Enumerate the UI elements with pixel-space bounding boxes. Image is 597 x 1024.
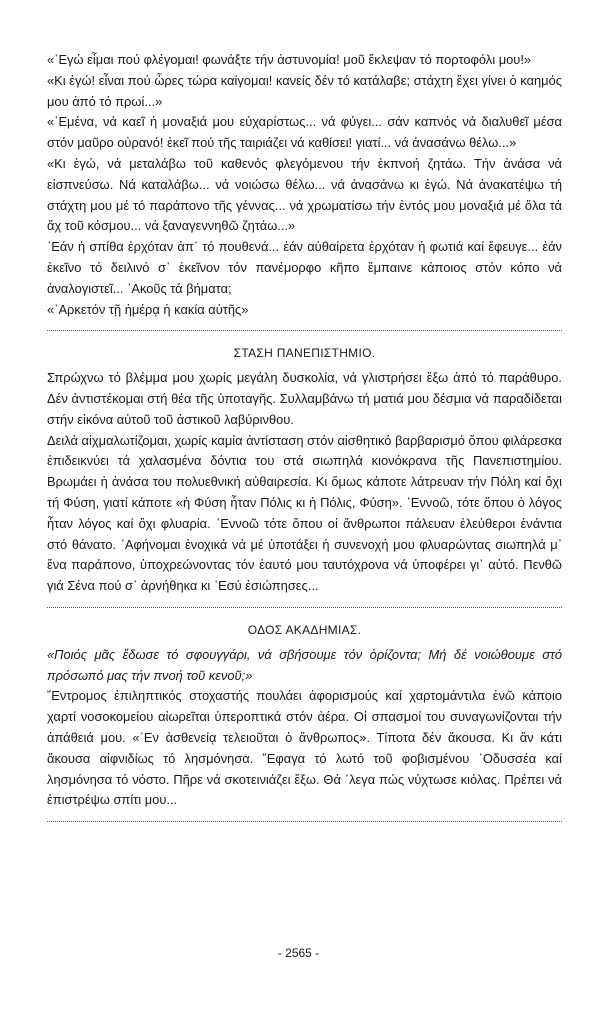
- page-number: - 2565 -: [277, 946, 320, 960]
- paragraph: «᾿Εμένα, νά καεῖ ἡ μοναξιά μου εὐχαρίστως... νά φύγει... σάν καπνός νά διαλυθεῖ μέσα στόν μαῦρο οὐρανό! ἐκεῖ πού τῆς ταιριάζει νά καθίσει! γιατί... νά ἀνασάνω θέλω...»: [47, 114, 562, 151]
- paragraph: «᾿Εγώ εἶμαι πού φλέγομαι! φωνάξτε τήν ἀστυνομία! μοῦ ἔκλεψαν τό πορτοφόλι μου!»: [47, 52, 532, 67]
- paragraph: Δειλά αἰχμαλωτίζομαι, χωρίς καμία ἀντίσταση στόν αἰσθητικό βαρβαρισμό ὅπου φιλάρεσκα ἐπιδεικνύει τά χαλασμένα δόντια του στά σιωπηλά κιονόκρανα τῆς Πανεπιστημίου. Βρωμάει ἡ ἀνάσα του πολυεθνική αὐθαιρεσία. Κι ὅμως κάποτε λάτρευαν τήν Πόλη καί ὄχι τή Φύση, γιατί κάποτε «ἡ Φύση ἦταν Πόλις κι ἡ Πόλις, Φύση». ᾿Εννοῶ, τότε ὅπου ὁ λόγος ἦταν λόγος καί ὄχι φλυαρία. ᾿Εννοῶ τότε ὅπου οἱ ἄνθρωποι πάλευαν ἐλεύθεροι ἐνάντια στό θάνατο. ᾿Αφήνομαι ἐνοχικά νά μέ ὑποτάξει ἡ συνενοχή μου φλυαρώντας σιωπηλά μ᾿ ἕνα παράπονο, ὑποχρεώνοντας τόν ἑαυτό μου ταυτόχρονα νά ὑποφέρει γι᾿ αὐτό. Πενθῶ γιά Σένα πού σ᾿ ἀρνήθηκα κι ᾿Εσύ ἐσιώπησες...: [47, 432, 562, 594]
- paragraph: «᾿Αρκετόν τῇ ἡμέρᾳ ἡ κακία αὐτῆς»: [47, 301, 249, 317]
- section-heading: ΟΔΟΣ ΑΚΑΔΗΜΙΑΣ.: [247, 622, 362, 637]
- paragraph: ᾿Εάν ἡ σπίθα ἐρχόταν ἀπ᾿ τό πουθενά... ἐάν αὐθαίρετα ἐρχόταν ἡ φωτιά καί ἔφευγε... ἐάν ἐκεῖνο τό δειλινό σ᾿ ἐκεῖνον τόν πανέμορφο κῆπο ἔμπαινε κάποιος στόν κόπο νά ἀναλογιστεῖ... ᾿Ακοῦς τά βήματα;: [47, 239, 562, 296]
- epigraph-quote: «Ποιός μᾶς ἔδωσε τό σφουγγάρι, νά σβήσουμε τόν ὁρίζοντα; Μή δέ νοιώθουμε στό πρόσωπό μας τήν πνοή τοῦ κενοῦ;»: [47, 646, 562, 683]
- paragraph: «Κι ἐγώ! εἶναι πού ὦρες τώρα καίγομαι! κανείς δέν τό κατάλαβε; στάχτη ἔχει γίνει ὁ καημός μου ἀπό τό πρωί...»: [47, 72, 562, 109]
- paragraph: «Κι ἐγώ, νά μεταλάβω τοῦ καθενός φλεγόμενου τήν ἐκπνοή ζητάω. Τήν ἀνάσα νά εἰσπνεύσω. Νά καταλάβω... νά νοιώσω θέλω... νά ἀνασάνω κι ἐγώ. Νά ἀνακατέψω τή στάχτη μου μέ τό παράπονο τῆς γέννας... νά χρωματίσω τήν ἐντός μου μοναξιά μέ ὅλα τά ἄχ τοῦ κόσμου... νά ξαναγεννηθῶ ζητάω...»: [47, 155, 562, 234]
- paragraph: Σπρώχνω τό βλέμμα μου χωρίς μεγάλη δυσκολία, νά γλιστρήσει ἔξω ἀπό τό παράθυρο. Δέν ἀντιστέκομαι στή θέα τῆς ὑποταγῆς. Συλλαμβάνω τή ματιά μου δέσμια νά παραδίδεται στήν εἰκόνα αὐτοῦ τοῦ ἀστικοῦ λαβύρινθου.: [47, 370, 562, 427]
- dotted-separator: [47, 607, 562, 608]
- paragraph: ῎Εντρομος ἐπιληπτικός στοχαστής πουλάει ἀφορισμούς καί χαρτομάντιλα ἐνῶ κάποιο χαρτί νοσοκομείου αἰωρεῖται ὑπεροπτικά στόν ἀέρα. Οἱ σπασμοί του συναγωνίζονται τήν ἀπάθειά μου. «᾿Εν ἀσθενείᾳ τελειοῦται ὁ ἄνθρωπος». Τίποτα δέν ἄκουσα. Κι ἄν κάτι ἄκουσα αἰφνιδίως τό λησμόνησα. ῎Εφαγα τό λωτό τοῦ φοβισμένου ᾿Οδυσσέα καί λησμόνησα τό νόστο. Πῆρε νά σκοτεινιάζει ἔξω. Θά ᾿λεγα πώς νύχτωσε κιόλας. Πρέπει νά ἐπιστρέψω σπίτι μου...: [47, 688, 562, 808]
- dotted-separator: [47, 330, 562, 331]
- dotted-separator: [47, 821, 562, 822]
- section-heading: ΣΤΑΣΗ ΠΑΝΕΠΙΣΤΗΜΙΟ.: [233, 346, 376, 361]
- document-page: [47, 50, 562, 834]
